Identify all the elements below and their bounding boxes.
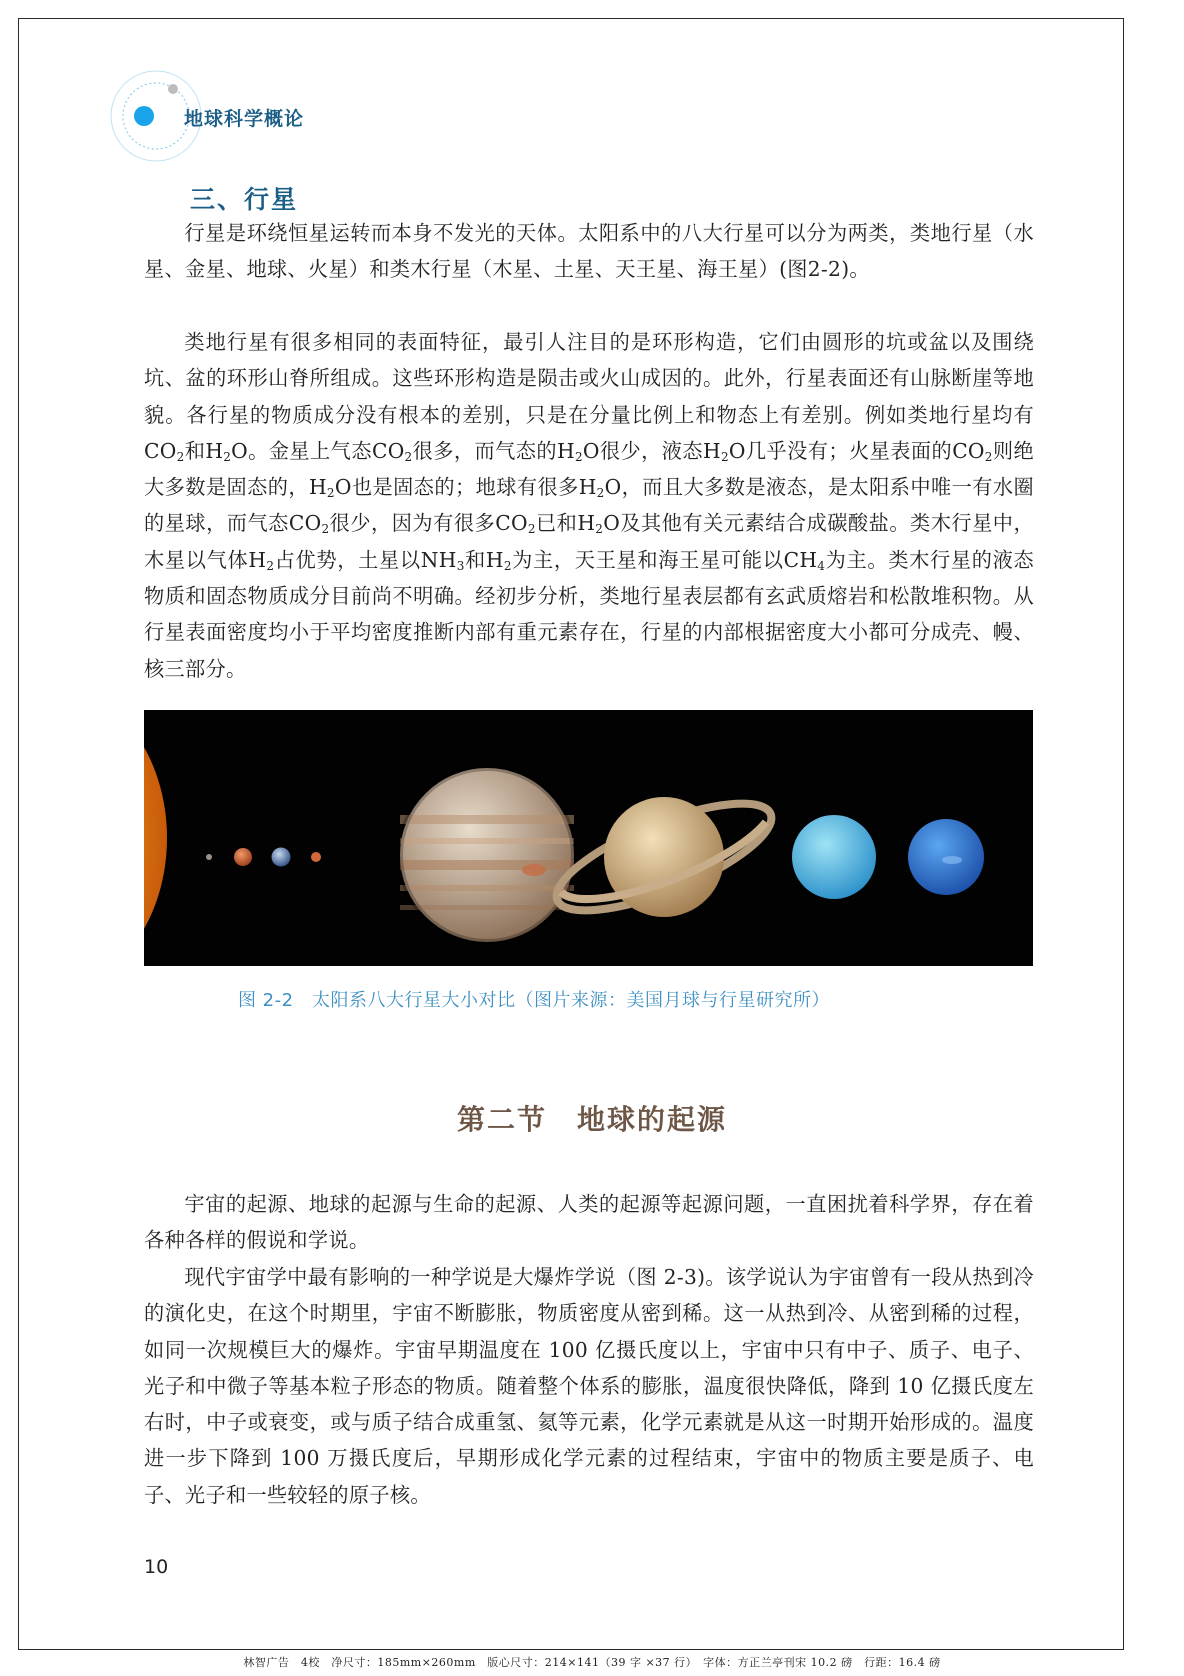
- neptune-image: [908, 819, 984, 895]
- paragraph: 宇宙的起源、地球的起源与生命的起源、人类的起源等起源问题，一直困扰着科学界，存在着各种各样的假说和学说。: [144, 1192, 1034, 1253]
- planets-figure: [144, 710, 1033, 966]
- venus-image: [234, 848, 252, 866]
- chapter-number: 第二节: [456, 1103, 547, 1136]
- print-info-footer: 林智广告 4校 净尺寸：185mm×260mm 版心尺寸：214×141（39 字 ×37 行） 字体：方正兰亭刊宋 10.2 磅 行距：16.4 磅: [243, 1656, 941, 1669]
- saturn-image: [545, 782, 784, 931]
- section-heading: 三、行星: [190, 185, 299, 214]
- uranus-image: [792, 815, 876, 899]
- sun-image: [144, 710, 167, 966]
- mars-image: [311, 852, 321, 862]
- mercury-image: [206, 854, 212, 860]
- page-number: 10: [144, 1556, 169, 1578]
- book-title: 地球科学概论: [184, 108, 305, 130]
- paragraph: 行星是环绕恒星运转而本身不发光的天体。太阳系中的八大行星可以分为两类，类地行星（水星、金星、地球、火星）和类木行星（木星、土星、天王星、海王星）(图2-2)。: [144, 221, 1034, 282]
- paragraph: 现代宇宙学中最有影响的一种学说是大爆炸学说（图 2-3)。该学说认为宇宙曾有一段从热到冷的演化史，在这个时期里，宇宙不断膨胀，物质密度从密到稀。这一从热到冷、从密到稀的过程，如同一次规模巨大的爆炸。宇宙早期温度在 100 亿摄氏度以上，宇宙中只有中子、质子、电子、光子和中微子等基本粒子形态的物质。随着整个体系的膨胀，温度很快降低，降到 10 亿摄氏度左右时，中子或衰变，或与质子结合成重氢、氦等元素，化学元素就是从这一时期开始形成的。温度进一步下降到 100 万摄氏度后，早期形成化学元素的过程结束，宇宙中的物质主要是质子、电子、光子和一些较轻的原子核。: [144, 1265, 1034, 1507]
- jupiter-image: [400, 768, 574, 942]
- paragraph: 类地行星有很多相同的表面特征，最引人注目的是环形构造，它们由圆形的坑或盆以及围绕坑、盆的环形山脊所组成。这些环形构造是陨击或火山成因的。此外，行星表面还有山脉断崖等地貌。各行星的物质成分没有根本的差别，只是在分量比例上和物态上有差别。例如类地行星均有$CO_2$和$H_2O$。金星上气态$CO_2$很多，而气态的$H_2O$很少，液态$H_2O$几乎没有；火星表面的$CO_2$则绝大多数是固态的，$H_2O$也是固态的；地球有很多$H_2O$，而且大多数是液态，是太阳系中唯一有水圈的星球，而气态$CO_2$很少，因为有很多$CO_2$已和$H_2O$及其他有关元素结合成碳酸盐。类木行星中，木星以气体$H_2$占优势，土星以$NH_3$和$H_2$为主，天王星和海王星可能以$CH_4$为主。类木行星的液态物质和固态物质成分目前尚不明确。经初步分析，类地行星表层都有玄武质熔岩和松散堆积物。从行星表面密度均小于平均密度推断内部有重元素存在，行星的内部根据密度大小都可分成壳、幔、核三部分。: [144, 330, 1034, 681]
- chapter-heading: [0, 1098, 1184, 1138]
- figure-caption: 图 2-2 太阳系八大行星大小对比（图片来源：美国月球与行星研究所）: [237, 990, 831, 1011]
- earth-image: [272, 848, 291, 867]
- chapter-title: 地球的起源: [577, 1103, 728, 1136]
